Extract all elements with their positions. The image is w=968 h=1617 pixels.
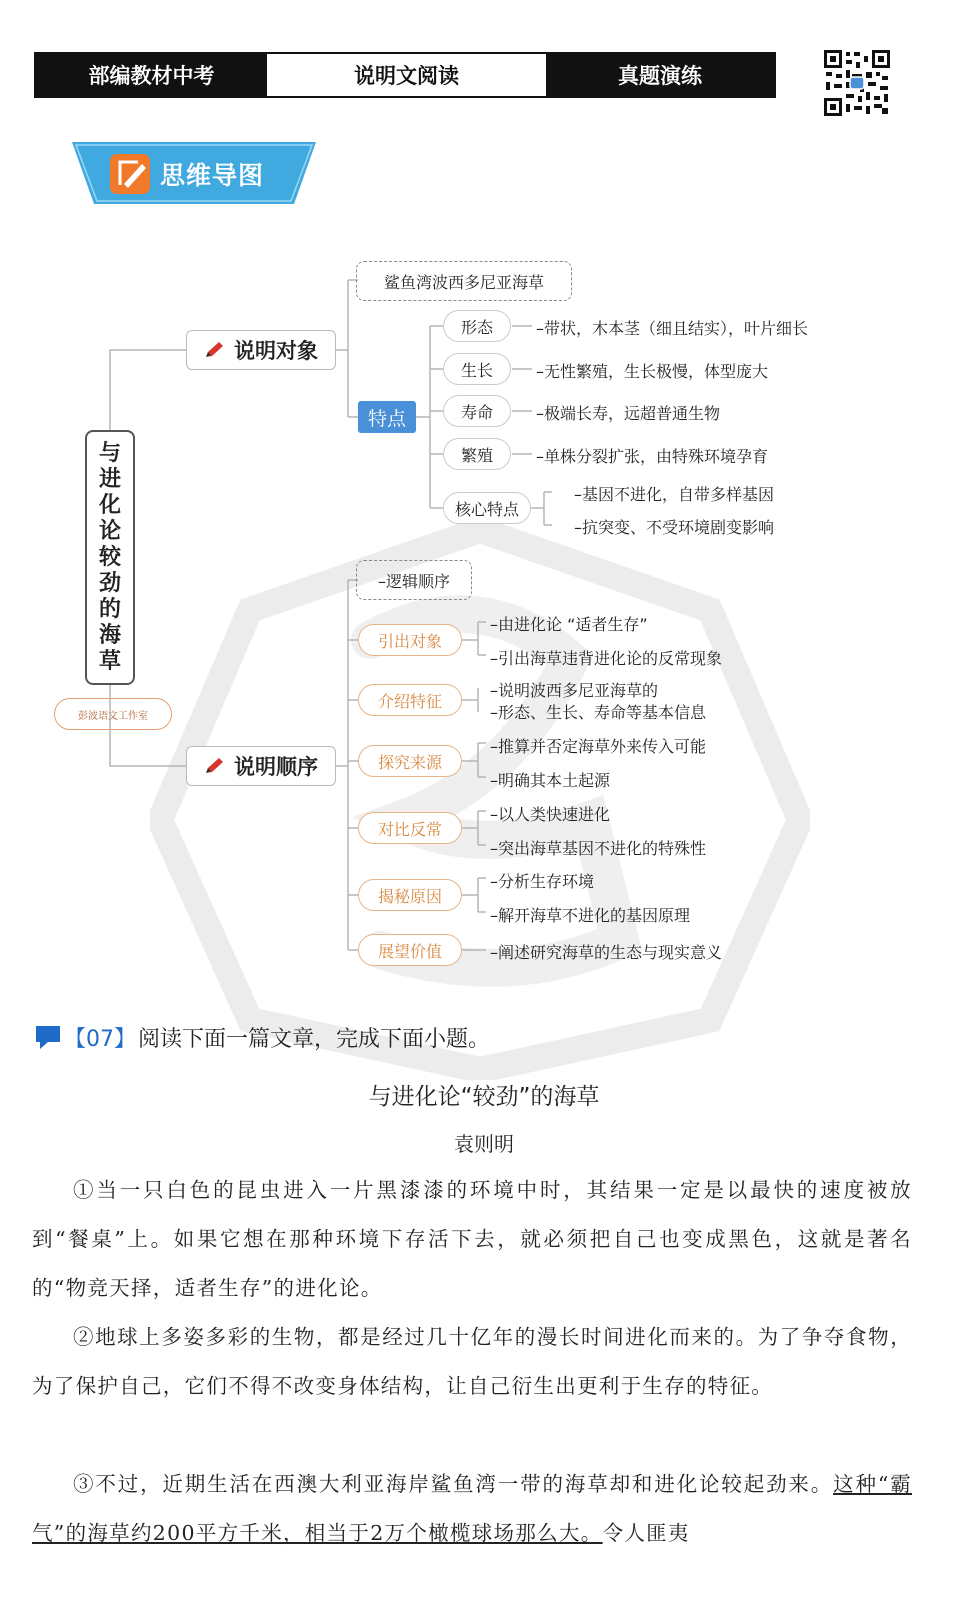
- article-author: 袁则明: [454, 1132, 514, 1156]
- feature-desc-growth: –无性繁殖，生长极慢，体型庞大: [536, 362, 769, 381]
- step-introduce-line-1: –由进化论 “适者生存”: [490, 615, 648, 634]
- step-introduce-line-2: –引出海草违背进化论的反常现象: [490, 649, 723, 668]
- step-value-line-1: –阐述研究海草的生态与现实意义: [490, 943, 723, 962]
- step-origin-line-2: –明确其本土起源: [490, 771, 611, 790]
- paragraph-3-underlined: 这种“霸气”的海草约200平方千米，相当于2万个橄榄球场那么大。: [32, 1472, 912, 1545]
- paragraph-3: [32, 1460, 912, 1558]
- step-tag-contrast: 对比反常: [358, 812, 462, 844]
- article-title: 与进化论“较劲”的海草: [368, 1084, 600, 1110]
- step-tag-value: 展望价值: [358, 934, 462, 966]
- studio-badge: 彭波语文工作室: [54, 698, 172, 730]
- mindmap-root: 与 进 化 论 较 劲 的 海 草: [85, 430, 135, 685]
- header-left: 部编教材中考: [36, 54, 267, 96]
- feature-tag-reproduction: 繁殖: [443, 438, 511, 470]
- feature-desc-lifespan: –极端长寿，远超普通生物: [536, 404, 721, 423]
- header-center: 说明文阅读: [267, 54, 546, 96]
- feature-desc-reproduction: –单株分裂扩张，由特殊环境孕育: [536, 447, 769, 466]
- mind-map: [0, 250, 968, 980]
- step-contrast-line-1: –以人类快速进化: [490, 805, 611, 824]
- paragraph-3-intro: ③不过，近期生活在西澳大利亚海岸鲨鱼湾一带的海草却和进化论较起劲来。: [73, 1472, 834, 1496]
- speech-bubble-icon: [34, 1024, 64, 1052]
- step-tag-introduce: 引出对象: [358, 624, 462, 656]
- step-tag-origin: 探究来源: [358, 745, 462, 777]
- paragraph-1: ①当一只白色的昆虫进入一片黑漆漆的环境中时，其结果一定是以最快的速度被放到“餐桌”上。如果它想在那种环境下存活下去，就必须把自己也变成黑色，这就是著名的“物竞天择，适者生存”的进化论。: [32, 1178, 912, 1300]
- object-name-box: 鲨鱼湾波西多尼亚海草: [356, 261, 572, 301]
- feature-tag-core: 核心特点: [443, 492, 531, 524]
- step-contrast-line-2: –突出海草基因不进化的特殊性: [490, 839, 707, 858]
- feature-tag-shape: 形态: [443, 310, 511, 342]
- step-origin-line-1: –推算并否定海草外来传入可能: [490, 737, 707, 756]
- qr-code-icon: [824, 50, 890, 116]
- branch-explained-object: 说明对象: [186, 330, 336, 370]
- step-reason-line-1: –分析生存环境: [490, 872, 595, 891]
- logic-order-box: –逻辑顺序: [356, 560, 472, 600]
- features-label: 特点: [358, 401, 416, 433]
- header-bar: [34, 52, 776, 98]
- step-tag-features: 介绍特征: [358, 684, 462, 716]
- feature-tag-growth: 生长: [443, 353, 511, 385]
- pencil-icon: [204, 757, 226, 775]
- header-right: 真题演练: [546, 54, 774, 96]
- question-heading: [34, 1022, 490, 1053]
- question-text: 阅读下面一篇文章，完成下面小题。: [138, 1027, 491, 1052]
- branch-explain-order: 说明顺序: [186, 746, 336, 786]
- feature-desc-shape: –带状，木本茎（细且结实），叶片细长: [536, 319, 809, 338]
- step-features-line-2: –形态、生长、寿命等基本信息: [490, 703, 707, 722]
- feature-tag-lifespan: 寿命: [443, 395, 511, 427]
- core-line-2: –抗突变、不受环境剧变影响: [574, 518, 775, 537]
- step-tag-reason: 揭秘原因: [358, 879, 462, 911]
- banner-label: 思维导图: [160, 161, 265, 190]
- question-number: 【07】: [64, 1027, 136, 1052]
- core-line-1: –基因不进化，自带多样基因: [574, 485, 775, 504]
- paragraph-2: ②地球上多姿多彩的生物，都是经过几十亿年的漫长时间进化而来的。为了争夺食物，为了保护自己，它们不得不改变身体结构，让自己衍生出更利于生存的特征。: [32, 1325, 912, 1398]
- paragraph-3-tail: 令人匪夷: [602, 1521, 690, 1545]
- step-reason-line-2: –解开海草不进化的基因原理: [490, 906, 691, 925]
- step-features-line-1: –说明波西多尼亚海草的: [490, 681, 659, 700]
- pencil-icon: [204, 341, 226, 359]
